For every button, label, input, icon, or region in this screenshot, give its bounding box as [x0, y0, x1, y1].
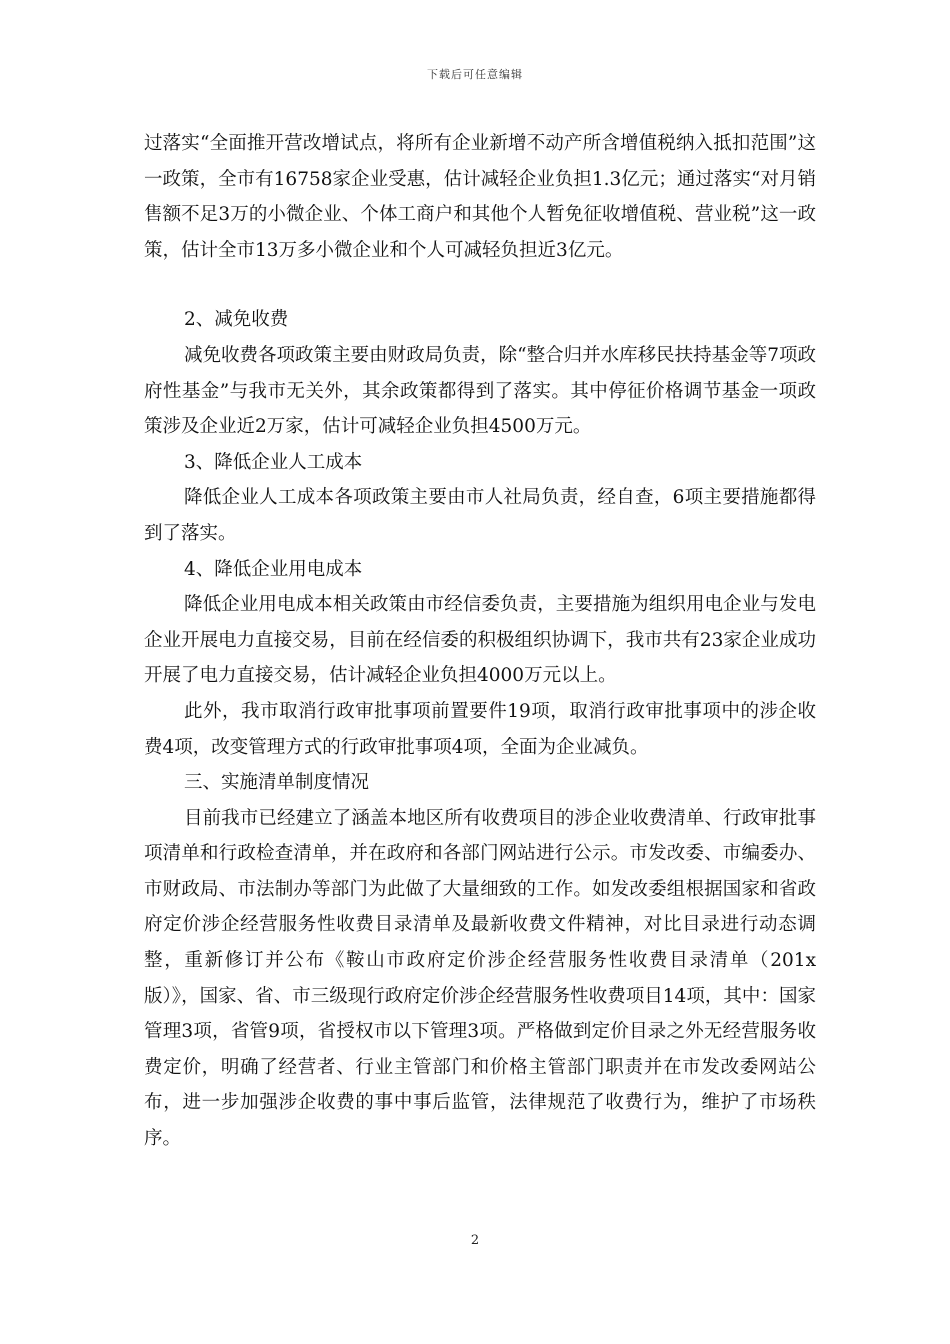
paragraph-labor-cost: 降低企业人工成本各项政策主要由市人社局负责，经自查，6项主要措施都得到了落实。	[144, 487, 816, 544]
document-body	[144, 126, 816, 1157]
section-heading-fee-reduction: 2、减免收费	[184, 309, 289, 331]
paragraph-administrative-approval: 此外，我市取消行政审批事项前置要件19项，取消行政审批事项中的涉企收费4项，改变管理方式的行政审批事项4项，全面为企业减负。	[144, 700, 816, 758]
header-note: 下载后可任意编辑	[427, 68, 523, 81]
section-heading-labor-cost: 3、降低企业人工成本	[184, 451, 363, 473]
paragraph-fee-reduction: 减免收费各项政策主要由财政局负责，除“整合归并水库移民扶持基金等7项政府性基金”与我市无关外，其余政策都得到了落实。其中停征价格调节基金一项政策涉及企业近2万家，估计可减轻企业负担4500万元。	[144, 344, 816, 438]
paragraph-tax-policy-continuation: 过落实“全面推开营改增试点，将所有企业新增不动产所含增值税纳入抵扣范围”这一政策，全市有16758家企业受惠，估计减轻企业负担1.3亿元；通过落实“对月销售额不足3万的小微企业、个体工商户和其他个人暂免征收增值税、营业税”这一政策，估计全市13万多小微企业和个人可减轻负担近3亿元。	[144, 133, 816, 261]
section-heading-list-system: 三、实施清单制度情况	[184, 772, 370, 794]
page-number: 2	[470, 1233, 480, 1248]
section-heading-electricity-cost: 4、降低企业用电成本	[184, 558, 363, 580]
paragraph-electricity-cost: 降低企业用电成本相关政策由市经信委负责，主要措施为组织用电企业与发电企业开展电力直接交易，目前在经信委的积极组织协调下，我市共有23家企业成功开展了电力直接交易，估计减轻企业负担4000万元以上。	[144, 594, 816, 687]
paragraph-list-system: 目前我市已经建立了涵盖本地区所有收费项目的涉企业收费清单、行政审批事项清单和行政检查清单，并在政府和各部门网站进行公示。市发改委、市编委办、市财政局、市法制办等部门为此做了大量细致的工作。如发改委组根据国家和省政府定价涉企经营服务性收费目录清单及最新收费文件精神，对比目录进行动态调整，重新修订并公布《鞍山市政府定价涉企经营服务性收费目录清单（201x版）》，国家、省、市三级现行政府定价涉企经营服务性收费项目14项，其中：国家管理3项，省管9项，省授权市以下管理3项。严格做到定价目录之外无经营服务收费定价，明确了经营者、行业主管部门和价格主管部门职责并在市发改委网站公布，进一步加强涉企收费的事中事后监管，法律规范了收费行为，维护了市场秩序。	[144, 807, 816, 1150]
